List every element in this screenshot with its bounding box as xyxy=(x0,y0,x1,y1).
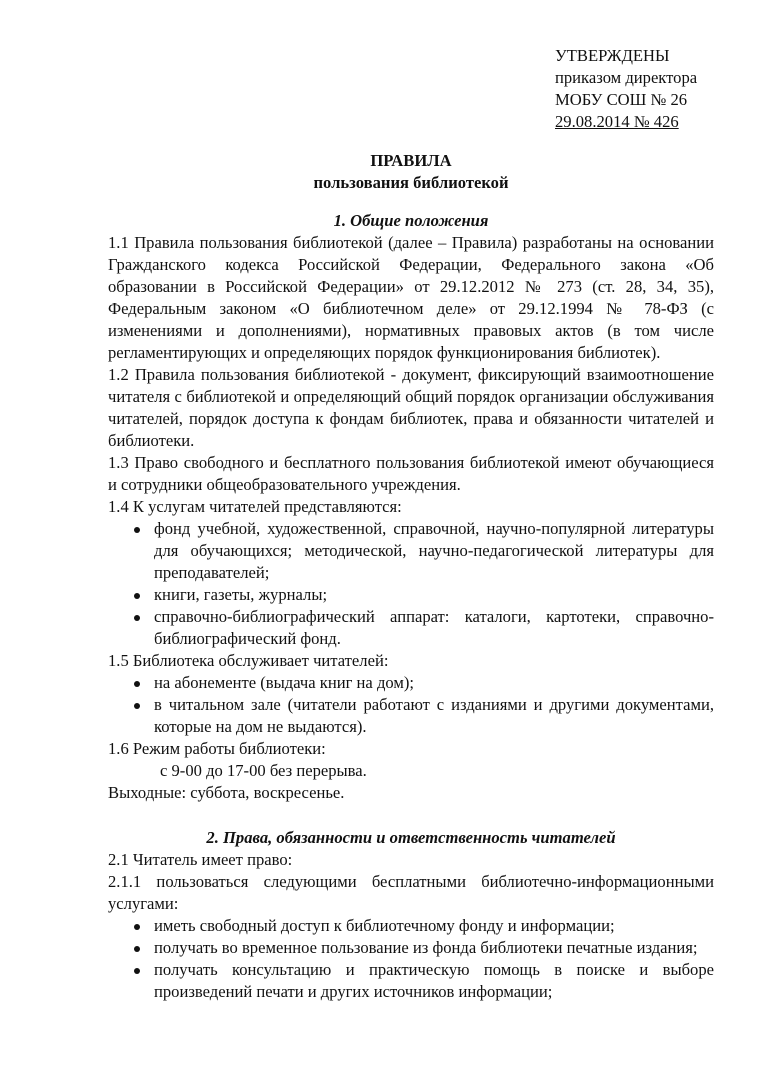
title-sub: пользования библиотекой xyxy=(313,173,509,192)
service-modes-list xyxy=(108,672,714,738)
paragraph-1-5: 1.5 Библиотека обслуживает читателей: xyxy=(108,651,389,670)
list-item: на абонементе (выдача книг на дом); xyxy=(108,672,714,694)
bullet-icon xyxy=(134,968,140,974)
list-item: в читальном зале (читатели работают с изданиями и другими документами, которые на дом не выдаются). xyxy=(108,694,714,738)
bullet-icon xyxy=(134,703,140,709)
days-off: Выходные: суббота, воскресенье. xyxy=(108,783,345,802)
list-item: иметь свободный доступ к библиотечному фонду и информации; xyxy=(108,915,714,937)
paragraph-1-2: 1.2 Правила пользования библиотекой - документ, фиксирующий взаимоотношение читателя с библиотекой и определяющий общий порядок организации обслуживания читателей, порядок доступа к фондам библиотек, права и обязанности читателей и библиотеки. xyxy=(108,365,714,450)
bullet-icon xyxy=(134,593,140,599)
paragraph-1-4: 1.4 К услугам читателей представляются: xyxy=(108,497,402,516)
section-2-heading: 2. Права, обязанности и ответственность читателей xyxy=(206,828,616,847)
bullet-icon xyxy=(134,946,140,952)
working-hours: с 9-00 до 17-00 без перерыва. xyxy=(160,761,367,780)
approval-line-2: приказом директора xyxy=(555,68,698,87)
paragraph-2-1: 2.1 Читатель имеет право: xyxy=(108,850,293,869)
paragraph-2-1-1: 2.1.1 пользоваться следующими бесплатными библиотечно-информационными услугами: xyxy=(108,872,714,913)
paragraph-1-1: 1.1 Правила пользования библиотекой (далее – Правила) разработаны на основании Гражданского кодекса Российской Федерации, Федерального закона «Об образовании в Российской Федерации» от 29.12.2012 № 273 (ст. 28, 34, 35), Федеральным законом «О библиотечном деле» от 29.12.1994 № 78-ФЗ (с изменениями и дополнениями), нормативных правовых актов (в том числе регламентирующих и определяющих порядок функционирования библиотек). xyxy=(108,233,714,362)
list-item: книги, газеты, журналы; xyxy=(108,584,714,606)
approval-line-3: МОБУ СОШ № 26 xyxy=(555,90,688,109)
bullet-icon xyxy=(134,681,140,687)
approval-line-1: УТВЕРЖДЕНЫ xyxy=(555,46,670,65)
approval-line-4: 29.08.2014 № 426 xyxy=(555,112,679,131)
list-item: фонд учебной, художественной, справочной, научно-популярной литературы для обучающихся; методической, научно-педагогической литературы для преподавателей; xyxy=(108,518,714,584)
paragraph-1-3: 1.3 Право свободного и бесплатного пользования библиотекой имеют обучающиеся и сотрудники общеобразовательного учреждения. xyxy=(108,453,714,494)
list-item: получать консультацию и практическую помощь в поиске и выборе произведений печати и других источников информации; xyxy=(108,959,714,1003)
bullet-icon xyxy=(134,527,140,533)
paragraph-1-6: 1.6 Режим работы библиотеки: xyxy=(108,739,326,758)
document-title xyxy=(108,150,714,194)
bullet-icon xyxy=(134,615,140,621)
bullet-icon xyxy=(134,924,140,930)
document-body xyxy=(108,210,714,1003)
title-main: ПРАВИЛА xyxy=(370,151,452,170)
section-1-heading: 1. Общие положения xyxy=(333,211,489,230)
list-item: получать во временное пользование из фонда библиотеки печатные издания; xyxy=(108,937,714,959)
approval-stamp xyxy=(555,45,697,133)
list-item: справочно-библиографический аппарат: каталоги, картотеки, справочно-библиографический фонд. xyxy=(108,606,714,650)
rights-list xyxy=(108,915,714,1003)
services-list xyxy=(108,518,714,650)
